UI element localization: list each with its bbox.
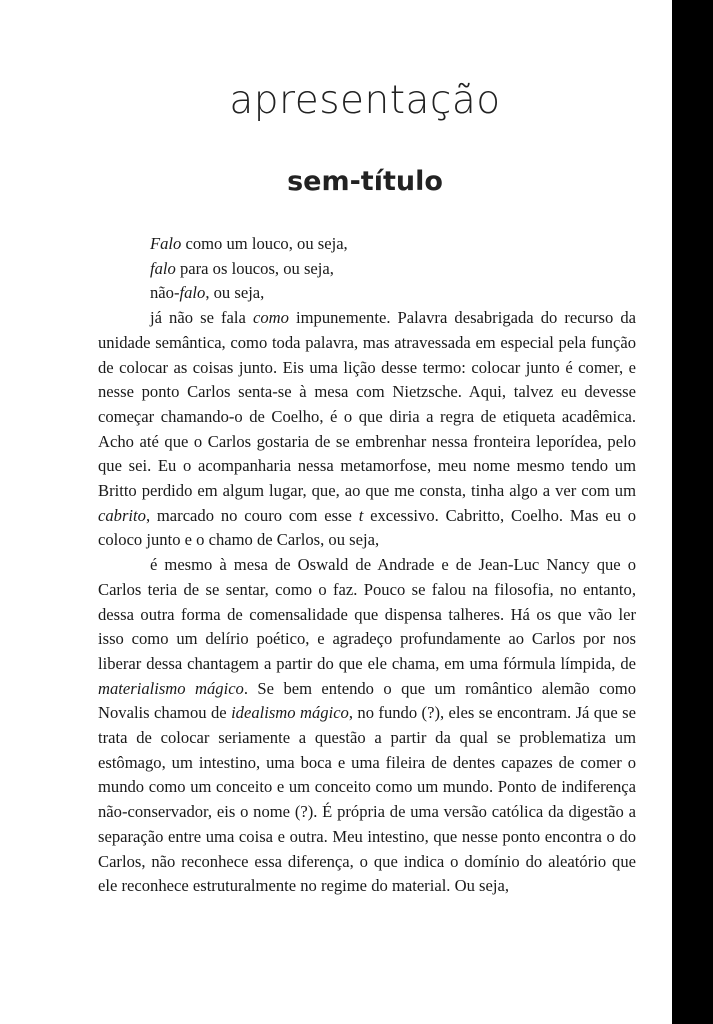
paragraph-emphasis: cabrito	[98, 505, 146, 525]
verse-line-3	[98, 281, 636, 306]
paragraph-text: , marcado no couro com esse	[145, 505, 359, 525]
body-text	[98, 232, 636, 899]
paragraph-emphasis: idealismo mágico	[231, 703, 349, 723]
paragraph-text: já não se fala	[150, 308, 253, 328]
paragraph-1	[98, 306, 636, 553]
chapter-title: apresentação	[229, 78, 501, 123]
verse-emphasis: Falo	[150, 234, 182, 253]
verse-prefix: não-	[150, 283, 180, 303]
paragraph-emphasis: t	[358, 505, 364, 525]
verse-emphasis: falo	[150, 258, 176, 278]
paragraph-text: excessivo. Cabritto, Coelho. Mas eu o coloco junto e o chamo de Carlos, ou seja,	[98, 505, 636, 550]
verse-text: , ou seja,	[205, 283, 265, 303]
verse-text: como um louco, ou seja,	[181, 234, 348, 253]
paragraph-text: impunemente. Palavra desabrigada do recurso da unidade semântica, como toda palavra, mas atravessada em especial pela função de colocar as coisas junto. Eis uma lição desse termo: colocar junto é comer, e nesse ponto Carlos senta-se à mesa com Nietzsche. Aqui, talvez eu devesse começar chamando-o de Coelho, é o que diria a regra de etiqueta acadêmica. Acho até que o Carlos gostaria de se embrenhar nessa fronteira leporídea, pelo que sei. Eu o acompanharia nessa metamorfose, meu nome mesmo tendo um Britto perdido em algum lugar, que, ao que me consta, tinha algo a ver com um	[98, 308, 636, 501]
paragraph-text: é mesmo à mesa de Oswald de Andrade e de Jean-Luc Nancy que o Carlos teria de se sentar, como o faz. Pouco se falou na filosofia, no entanto, dessa outra forma de comensalidade que dispensa talheres. Há os que vão ler isso como um delírio poético, e agradeço profundamente ao Carlos por nos liberar dessa chantagem a partir do que ele chama, em uma fórmula límpida, de	[98, 555, 636, 673]
paragraph-text: . Se bem entendo o que um romântico alemão como Novalis chamou de	[98, 678, 637, 723]
page-edge-shadow	[672, 0, 713, 1024]
paragraph-2	[98, 553, 636, 899]
verse-line-2	[98, 257, 636, 282]
verse-text: para os loucos, ou seja,	[175, 258, 334, 278]
verse-emphasis: falo	[179, 283, 206, 303]
verse-line-1	[98, 232, 636, 257]
paragraph-emphasis: como	[252, 308, 289, 328]
paragraph-text: , no fundo (?), eles se encontram. Já que se trata de colocar seriamente a questão a partir da qual se problematiza um estômago, um intestino, uma boca e uma fileira de dentes capazes de comer o mundo como um conceito e um conceito como um mundo. Ponto de indiferença não-conservador, eis o nome (?). É própria de uma versão católica da digestão a separação entre uma coisa e outra. Meu intestino, que nesse ponto encontra o do Carlos, não reconhece essa diferença, o que indica o domínio do aleatório que ele reconhece estruturalmente no regime do material. Ou seja,	[98, 703, 636, 896]
paragraph-emphasis: materialismo mágico	[98, 678, 244, 698]
chapter-subtitle: sem-título	[287, 166, 443, 197]
